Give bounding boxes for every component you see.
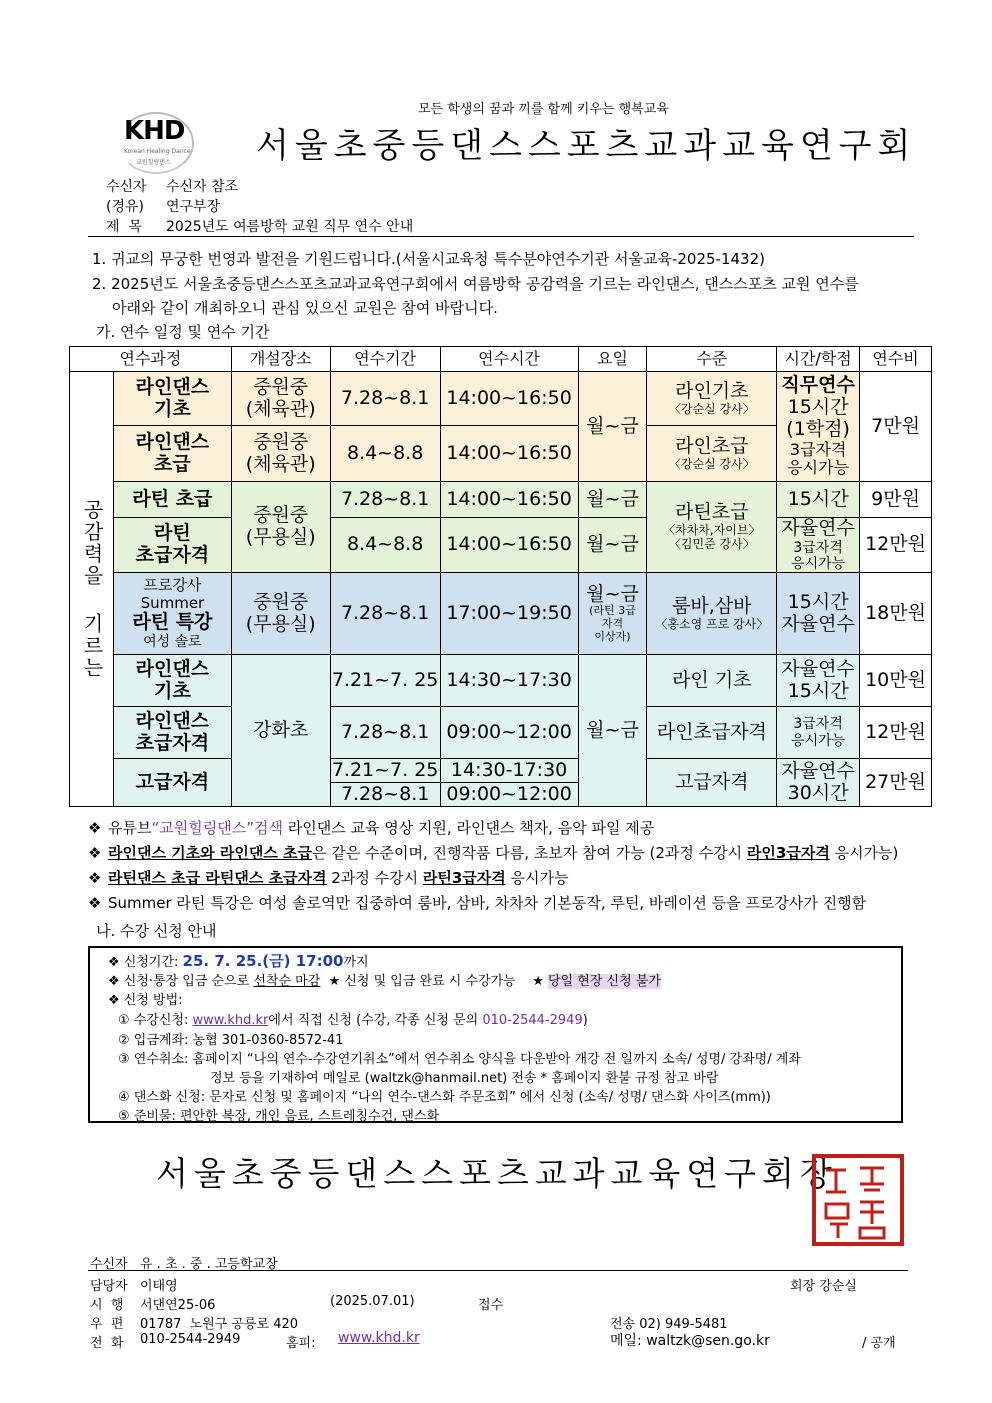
credit-cell: 15시간 xyxy=(777,482,860,518)
period-cell: 7.28~8.1 xyxy=(330,707,440,759)
org-title: 서울초중등댄스스포츠교과교육연구회 xyxy=(256,126,917,166)
table-row xyxy=(70,655,932,707)
fee-cell: 10만원 xyxy=(860,655,932,707)
course-cell: 라인댄스 초급자격 xyxy=(113,707,231,759)
credit-cell: 15시간 자율연수 xyxy=(777,573,860,655)
header-level: 수준 xyxy=(647,347,777,372)
time-cell: 14:30-17:30 xyxy=(440,759,578,783)
section-ga: 가. 연수 일정 및 연수 기간 xyxy=(96,323,270,341)
order-line: ❖ 신청·통장 입금 순으로 선착순 마감 ★ 신청 및 입금 완료 시 수강가능 ★ 당일 현장 신청 불가 xyxy=(108,974,661,989)
level-cell: 라인기초 〈강순실 강사〉 xyxy=(647,372,777,426)
note-3: ❖ 라틴댄스 초급 라틴댄스 초급자격 2과정 수강시 라틴3급자격 응시가능 xyxy=(88,869,569,887)
header-period: 연수기간 xyxy=(330,347,440,372)
recipient-label: 수신자 xyxy=(106,179,147,195)
level-cell: 라틴초급 〈차차차,자이브〉 〈김민준 강사〉 xyxy=(647,482,777,573)
header-credit: 시간/학점 xyxy=(777,347,860,372)
level-cell: 고급자격 xyxy=(647,759,777,807)
note-2: ❖ 라인댄스 기초와 라인댄스 초급은 같은 수준이며, 진행작품 다름, 초보자 참여 가능 (2과정 수강시 라인3급자격 응시가능) xyxy=(88,844,899,862)
time-cell: 14:30~17:30 xyxy=(440,655,578,707)
diamond-bullet-icon: ❖ xyxy=(88,844,102,862)
time-cell: 17:00~19:50 xyxy=(440,573,578,655)
footer-divider xyxy=(88,1270,908,1271)
footer-manager-label: 담당자 xyxy=(90,1279,128,1294)
period-cell: 7.28~8.1 xyxy=(330,372,440,426)
method-3a: ③ 연수취소: 홈페이지 “나의 연수-수강연기취소”에서 연수취소 양식을 다운받아 개강 전 일까지 소속/ 성명/ 강좌명/ 계좌 xyxy=(118,1052,801,1067)
recipient-value: 수신자 참조 xyxy=(166,179,239,195)
side-label: 공감력을 기르는 xyxy=(70,372,114,807)
apply-box xyxy=(88,946,903,1123)
footer-homepage-link[interactable]: www.khd.kr xyxy=(338,1330,420,1346)
course-cell: 라인댄스 초급 xyxy=(113,426,231,482)
day-cell: 월~금 (라틴 3급 자격 이상자) xyxy=(578,573,647,655)
footer-recv-value: 유 . 초 . 중 . 고등학교장 xyxy=(140,1257,278,1272)
day-cell: 월~금 xyxy=(578,482,647,518)
paragraph-2a: 2. 2025년도 서울초중등댄스스포츠교과교육연구회에서 여름방학 공감력을 기르는 라인댄스, 댄스스포츠 교원 연수를 xyxy=(92,275,859,293)
table-row xyxy=(70,573,932,655)
course-cell: 라틴 초급자격 xyxy=(113,518,231,573)
slogan: 모든 학생의 꿈과 끼를 함께 키우는 행복교육 xyxy=(418,102,669,117)
fee-cell: 7만원 xyxy=(860,372,932,482)
table-row xyxy=(70,518,932,573)
table-row xyxy=(70,707,932,759)
place-cell: 중원중 (체육관) xyxy=(231,372,330,426)
level-cell: 룸바,삼바 〈홍소영 프로 강사〉 xyxy=(647,573,777,655)
credit-cell: 3급자격 응시가능 xyxy=(777,707,860,759)
footer-homepage-label: 홈피: xyxy=(286,1336,316,1351)
footer-tel-value: 010-2544-2949 xyxy=(140,1332,241,1347)
time-cell: 09:00~12:00 xyxy=(440,783,578,807)
course-cell: 라인댄스 기초 xyxy=(113,372,231,426)
note-4: ❖ Summer 라틴 특강은 여성 솔로역만 집중하여 룸바, 삼바, 차차차 기본동작, 루틴, 바레이션 등을 프로강사가 진행함 xyxy=(88,894,867,912)
place-cell: 강화초 xyxy=(231,655,330,807)
credit-cell: 직무연수 15시간 (1학점) 3급자격 응시가능 xyxy=(777,372,860,482)
via-value: 연구부장 xyxy=(166,199,221,215)
khd-logo xyxy=(118,112,190,170)
footer-public: / 공개 xyxy=(862,1336,896,1351)
subject-value: 2025년도 여름방학 교원 직무 연수 안내 xyxy=(166,219,414,235)
fee-cell: 27만원 xyxy=(860,759,932,807)
fee-cell: 9만원 xyxy=(860,482,932,518)
period-cell: 7.21~7. 25 xyxy=(330,655,440,707)
footer-exec-date: (2025.07.01) xyxy=(330,1294,415,1309)
day-cell: 월~금 xyxy=(578,655,647,807)
logo-sub-ko: 교원힐링댄스 xyxy=(136,159,171,166)
period-cell: 7.28~8.1 xyxy=(330,783,440,807)
time-cell: 14:00~16:50 xyxy=(440,426,578,482)
diamond-bullet-icon: ❖ xyxy=(88,819,102,837)
paragraph-2b: 아래와 같이 개최하오니 관심 있으신 교원은 참여 바랍니다. xyxy=(112,299,498,317)
course-cell: 고급자격 xyxy=(113,759,231,807)
khd-link[interactable]: www.khd.kr xyxy=(192,1013,269,1028)
credit-cell: 자율연수 15시간 xyxy=(777,655,860,707)
level-cell: 라인초급 〈강순실 강사〉 xyxy=(647,426,777,482)
diamond-bullet-icon: ❖ xyxy=(88,894,102,912)
method-5: ⑤ 준비물: 편안한 복장, 개인 음료, 스트레칭수건, 댄스화 xyxy=(118,1109,440,1124)
footer-title: 서울초중등댄스스포츠교과교육연구회장 xyxy=(156,1154,838,1193)
place-cell: 중원중 (체육관) xyxy=(231,426,330,482)
table-row xyxy=(70,759,932,783)
fee-cell: 12만원 xyxy=(860,707,932,759)
section-na: 나. 수강 신청 안내 xyxy=(96,922,217,940)
period-cell: 7.28~8.1 xyxy=(330,482,440,518)
header-fee: 연수비 xyxy=(860,347,932,372)
header-place: 개설장소 xyxy=(231,347,330,372)
level-cell: 라인초급자격 xyxy=(647,707,777,759)
deadline-line: ❖ 신청기간: 25. 7. 25.(금) 17:00까지 xyxy=(108,952,369,970)
time-cell: 09:00~12:00 xyxy=(440,707,578,759)
header-divider xyxy=(88,236,914,237)
day-cell: 월~금 xyxy=(578,372,647,482)
period-cell: 7.21~7. 25 xyxy=(331,758,439,781)
table-header-row xyxy=(70,347,932,372)
schedule-table xyxy=(69,346,932,807)
method-2: ② 입금계좌: 농협 301-0360-8572-41 xyxy=(118,1033,344,1048)
table-row xyxy=(70,372,932,426)
place-cell: 중원중 (무용실) xyxy=(231,573,330,655)
footer-exec-value: 서댄연25-06 xyxy=(140,1298,216,1313)
time-cell: 14:00~16:50 xyxy=(440,482,578,518)
paragraph-1: 1. 귀교의 무궁한 번영과 발전을 기원드립니다.(서울시교육청 특수분야연수기관 서울교육-2025-1432) xyxy=(92,250,765,268)
course-cell: 프로강사 Summer 라틴 특강 여성 솔로 xyxy=(113,573,231,655)
method-1: ① 수강신청: www.khd.kr에서 직접 신청 (수강, 각종 신청 문의 010-2544-2949) xyxy=(118,1013,588,1028)
footer-email: 메일: waltzk@sen.go.kr xyxy=(610,1333,770,1349)
course-cell: 라인댄스 기초 xyxy=(113,655,231,707)
footer-post-label: 우 편 xyxy=(90,1317,124,1332)
credit-cell: 자율연수 3급자격 응시가능 xyxy=(777,518,860,573)
footer-post-value: 01787 노원구 공릉로 420 xyxy=(140,1317,299,1332)
logo-sub-en: Korean Healing Dance xyxy=(124,148,191,155)
credit-cell: 자율연수 30시간 xyxy=(777,759,860,807)
logo-text: KHD xyxy=(124,116,185,146)
fee-cell: 18만원 xyxy=(860,573,932,655)
time-cell: 14:00~16:50 xyxy=(440,518,578,573)
fee-cell: 12만원 xyxy=(860,518,932,573)
day-cell: 월~금 xyxy=(578,518,647,573)
footer-receipt: 접수 xyxy=(478,1298,504,1313)
course-cell: 라틴 초급 xyxy=(113,482,231,518)
note-1: ❖ 유튜브“교원힐링댄스”검색 라인댄스 교육 영상 지원, 라인댄스 책자, 음악 파일 제공 xyxy=(88,819,655,837)
header-time: 연수시간 xyxy=(440,347,578,372)
method-label: ❖ 신청 방법: xyxy=(108,993,183,1008)
footer-president: 회장 강순실 xyxy=(790,1279,857,1294)
method-3b: 정보 등을 기재하여 메일로 (waltzk@hanmail.net) 전송 * 홈페이지 환불 규정 참고 바람 xyxy=(210,1071,719,1086)
table-row xyxy=(70,482,932,518)
level-cell: 라인 기초 xyxy=(647,655,777,707)
footer-tel-label: 전 화 xyxy=(90,1336,124,1351)
period-cell: 8.4~8.8 xyxy=(330,426,440,482)
footer-manager-value: 이태영 xyxy=(140,1279,178,1294)
time-cell: 14:00~16:50 xyxy=(440,372,578,426)
period-cell: 7.28~8.1 xyxy=(330,573,440,655)
period-cell: 8.4~8.8 xyxy=(330,518,440,573)
official-seal-icon xyxy=(808,1150,908,1250)
method-4: ④ 댄스화 신청: 문자로 신청 및 홈페이지 “나의 연수-댄스화 주문조회” 에서 신청 (소속/ 성명/ 댄스화 사이즈(mm)) xyxy=(118,1090,771,1105)
footer-recv-label: 수신자 xyxy=(90,1257,128,1272)
header-course: 연수과정 xyxy=(70,347,232,372)
footer-exec-label: 시 행 xyxy=(90,1298,124,1313)
via-label: (경유) xyxy=(106,199,144,215)
place-cell: 중원중 (무용실) xyxy=(231,482,330,573)
diamond-bullet-icon: ❖ xyxy=(88,869,102,887)
footer-fax: 전송 02) 949-5481 xyxy=(610,1317,728,1332)
header-day: 요일 xyxy=(578,347,647,372)
subject-label: 제 목 xyxy=(106,219,142,235)
